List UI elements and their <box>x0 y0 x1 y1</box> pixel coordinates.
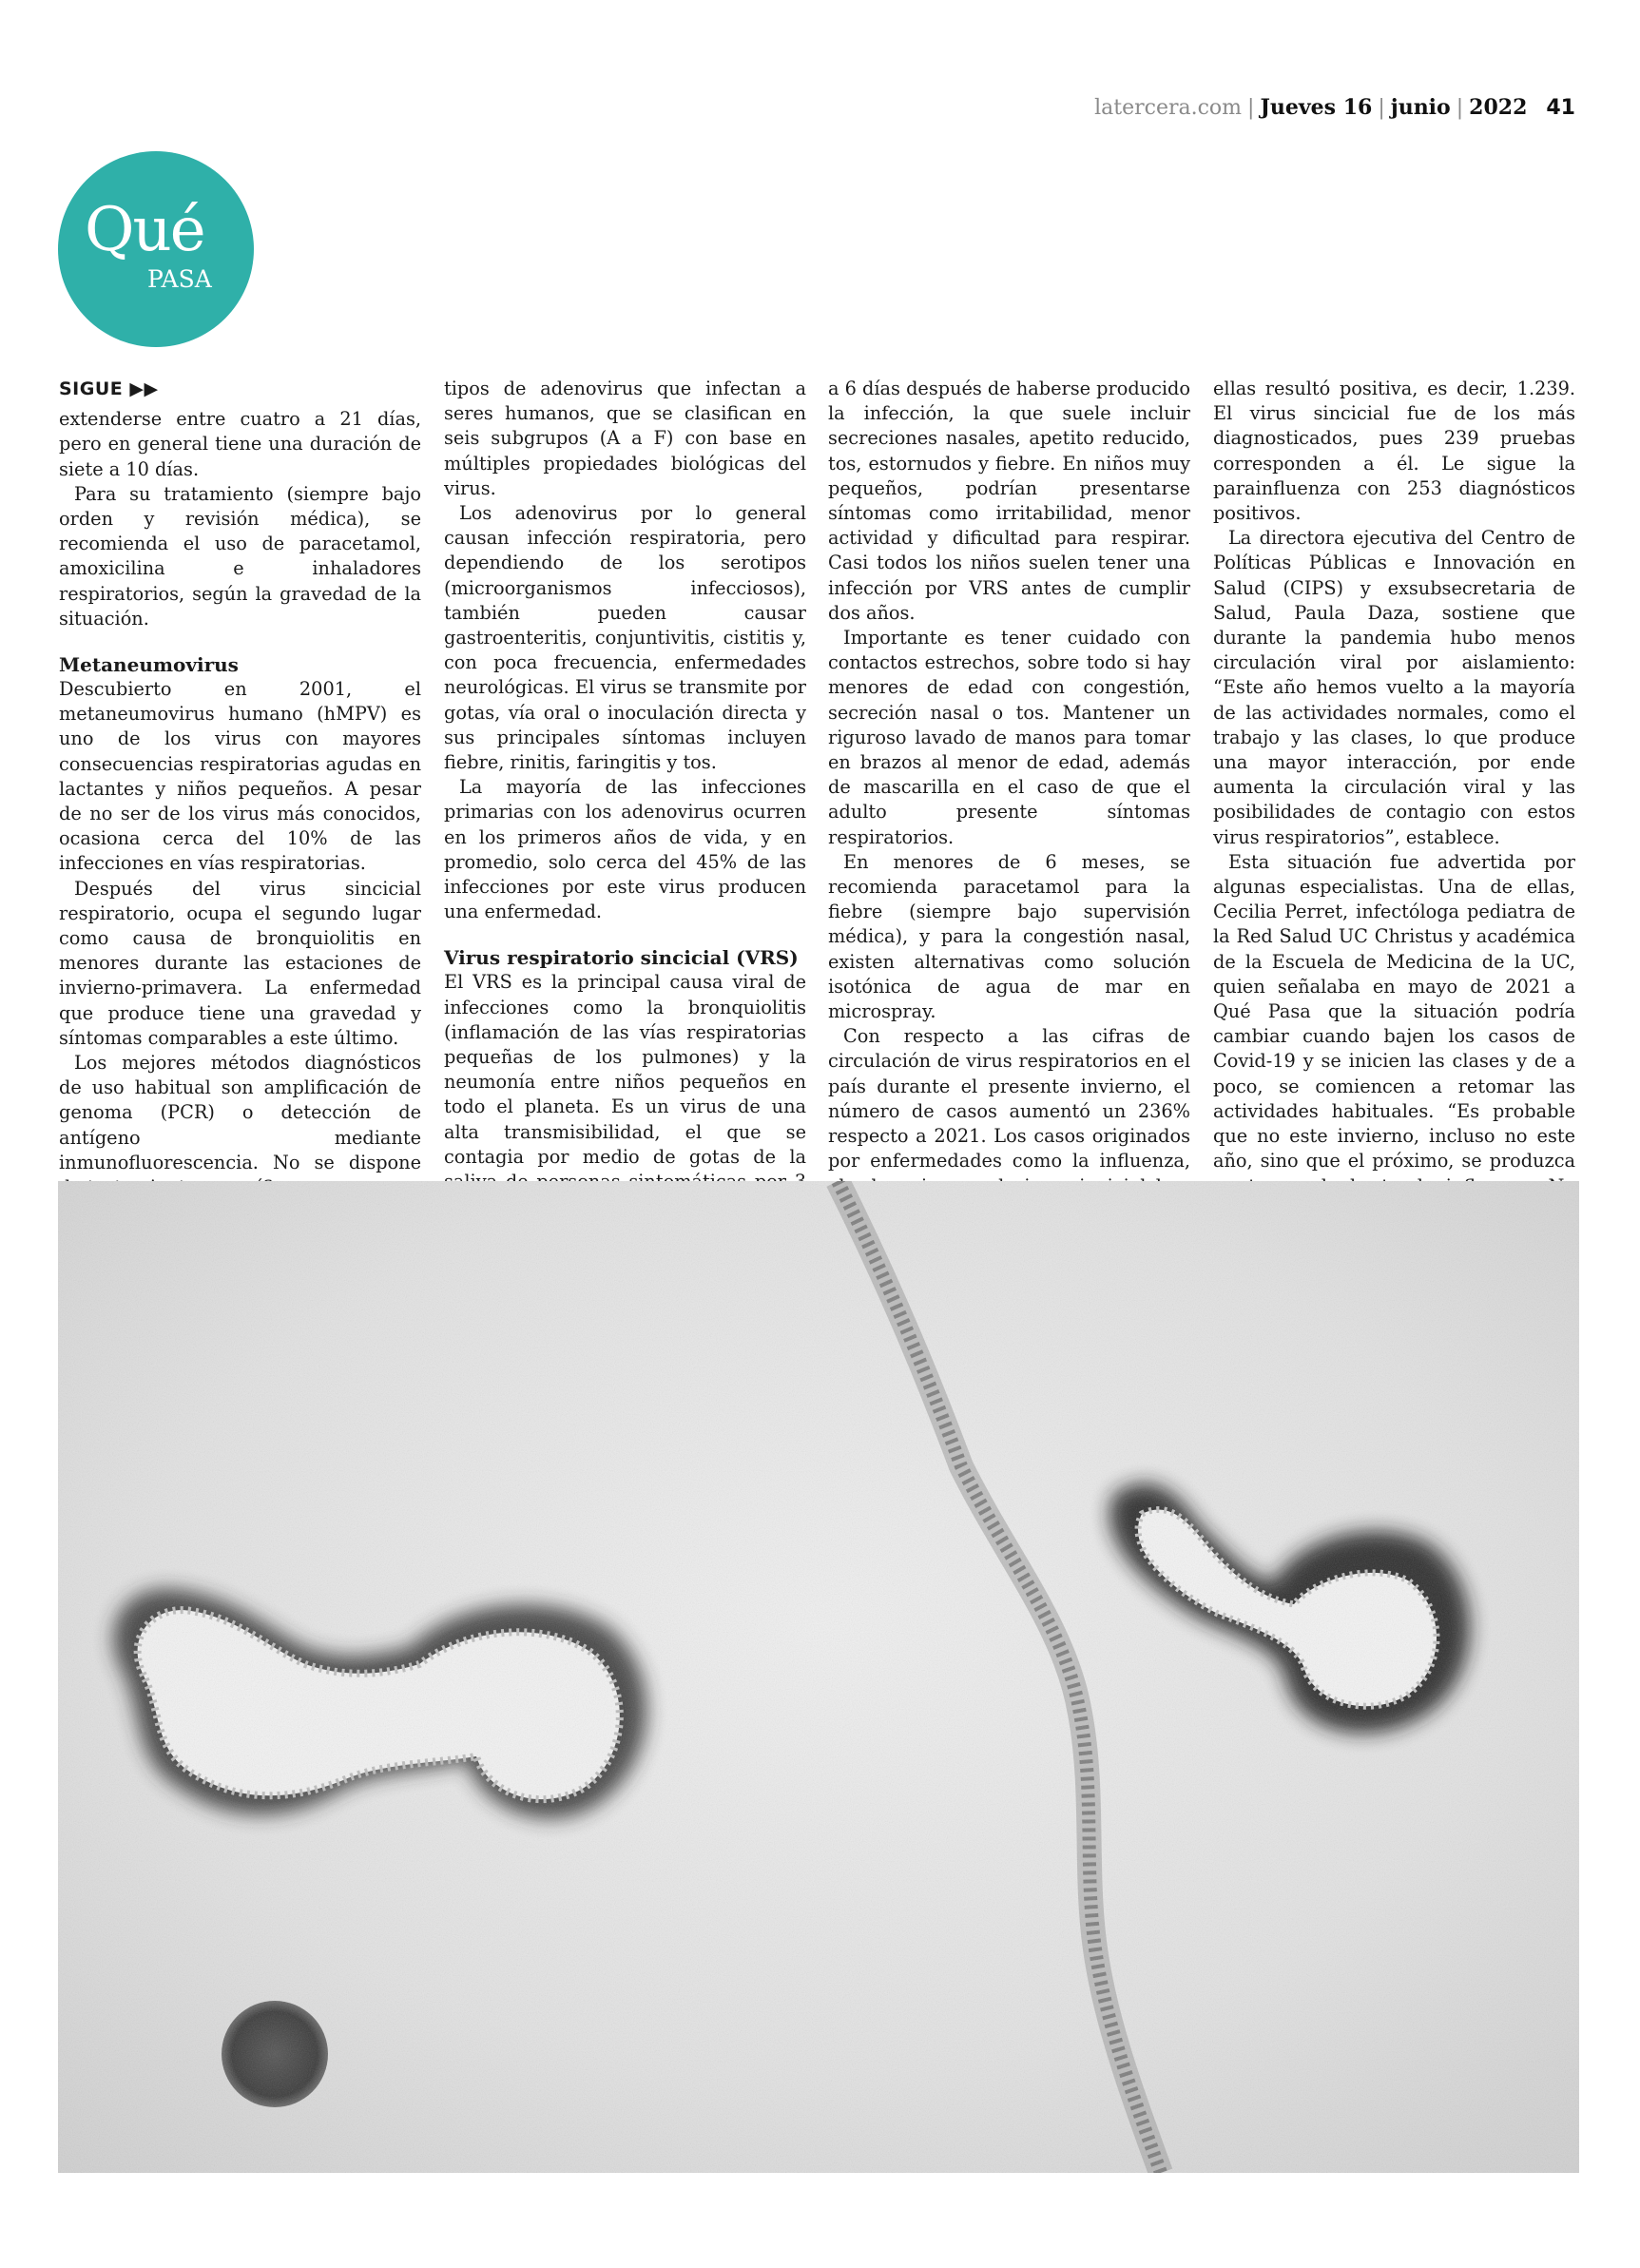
paragraph: tipos de adenovirus que infectan a seres humanos, que se clasifican en seis subgrupos (A a F) con base en múltiples propiedades biológicas del virus. <box>444 378 806 499</box>
article-column-4 <box>1213 377 1575 1299</box>
paragraph: La mayoría de las infecciones primarias con los adenovirus ocurren en los primeros años de vida, y en promedio, solo cerca del 45% de las infecciones por este virus producen una enfermedad. <box>444 776 806 923</box>
paragraph: Con respecto a las cifras de circulación de virus respiratorios en el país durante el presente invierno, el número de casos aumentó un 236% respecto a 2021. Los casos originados por enfermedades como la influenza, <box>828 1025 1190 1173</box>
section-heading: Metaneumovirus <box>59 653 239 677</box>
section-heading: Virus respiratorio sincicial (VRS) <box>444 946 799 970</box>
article-column-1 <box>59 377 421 1296</box>
paragraph: El VRS es la principal causa viral de infecciones como la bronquiolitis (inflamación de las vías respiratorias pequeñas de los pulmones) y la neumonía entre niños pequeños en todo el planeta. Es un virus de una alta transmisibilidad, el que se contagia por medio de gotas de la <box>444 971 806 1168</box>
paragraph: Importante es tener cuidado con contactos estrechos, sobre todo si hay menores de edad con congestión, secreción nasal o tos. Mantener un riguroso lavado de manos para tomar en brazos al menor de edad, además de mascarilla en el caso de que el adulto presente síntomas respiratorios. <box>828 627 1190 848</box>
page-header <box>1094 95 1575 120</box>
virus-micrograph-photo <box>58 1181 1579 2173</box>
article-column-2 <box>444 377 806 1319</box>
page-number: 41 <box>1546 96 1575 120</box>
continued-label: SIGUE ▶▶ <box>59 378 159 399</box>
header-year: 2022 <box>1469 95 1528 120</box>
separator: | <box>1456 96 1464 120</box>
paragraph: Después del virus sincicial respiratorio, ocupa el segundo lugar como causa de bronquiolitis en menores durante las estaciones de invierno-primavera. La enfermedad que produce tiene una gravedad y síntomas comparables a este último. <box>59 877 421 1049</box>
separator: | <box>1247 96 1255 120</box>
que-pasa-logo <box>58 151 254 347</box>
paragraph: a 6 días después de haberse producido la infección, la que suele incluir secreciones nasales, apetito reducido, tos, estornudos y fiebre. En niños muy pequeños, podrían presentarse síntomas como irritabilidad, menor actividad y dificultad para respirar. Casi todos los niños suelen tener una infección por VRS antes de cumplir dos años. <box>828 378 1190 624</box>
header-day: Jueves 16 <box>1260 95 1373 120</box>
paragraph: Esta situación fue advertida por algunas especialistas. Una de ellas, Cecilia Perret, infectóloga pediatra de la Red Salud UC Christus y académica de la Escuela de Medicina de la UC, quien señalaba en mayo de 2021 a Qué Pasa que la situación podría cambiar cuando bajen los casos de Covid-19 y se inicien las clases y de a poco, se comiencen a retomar las actividades habituales. “Es probable que no este invierno, incluso no este año, sino que el próximo, se produzca <box>1213 850 1575 1299</box>
paragraph: extenderse entre cuatro a 21 días, pero en general tiene una duración de siete a 10 días. <box>59 408 421 480</box>
logo-pasa-text: PASA <box>147 265 212 293</box>
separator: | <box>1378 96 1385 120</box>
paragraph: ellas resultó positiva, es decir, 1.239. El virus sincicial fue de los más diagnosticados, pues 239 pruebas corresponden a él. Le sigue la parainfluenza con 253 diagnósticos positivos. <box>1213 378 1575 525</box>
micrograph-illustration <box>58 1181 1579 2173</box>
paragraph: La directora ejecutiva del Centro de Políticas Públicas e Innovación en Salud (CIPS) y exsubsecretaria de Salud, Paula Daza, sostiene que durante la pandemia hubo menos circulación viral por aislamiento: “Este año hemos vuelto a la mayoría de las actividades normales, como el trabajo y las clases, lo que produce una mayor interacción, por ende aumenta la circulación viral y las posibilidades de contagio con estos virus respiratorios”, establece. <box>1213 527 1575 848</box>
paragraph: Los mejores métodos diagnósticos de uso habitual son amplificación de genoma (PCR) o detección de antígeno mediante inmunofluorescencia. No se dispone <box>59 1052 421 1173</box>
paragraph: Los adenovirus por lo general causan infección respiratoria, pero dependiendo de los serotipos (microorganismos infecciosos), también pueden causar gastroenteritis, conjuntivitis, cistitis y, con poca frecuencia, enfermedades neurológicas. El virus se transmite por gotas, vía oral o inoculación directa y sus principales síntomas incluyen fiebre, rinitis, faringitis y tos. <box>444 502 806 774</box>
paragraph: Descubierto en 2001, el metaneumovirus humano (hMPV) es uno de los virus con mayores consecuencias respiratorias agudas en lactantes y niños pequeños. A pesar de no ser de los virus más conocidos, ocasiona cerca del 10% de las infecciones en vías respiratorias. <box>59 678 421 875</box>
paragraph: En menores de 6 meses, se recomienda paracetamol para la fiebre (siempre bajo supervisión médica), y para la congestión nasal, existen alternativas como solución isotónica de agua de mar en microspray. <box>828 850 1190 1023</box>
logo-que-text: Qué <box>85 195 204 265</box>
site-name: latercera.com <box>1094 96 1243 120</box>
paragraph: Para su tratamiento (siempre bajo orden y revisión médica), se recomienda el uso de paracetamol, amoxicilina e inhaladores respiratorios, según la gravedad de la situación. <box>59 482 421 630</box>
header-month: junio <box>1390 95 1451 120</box>
